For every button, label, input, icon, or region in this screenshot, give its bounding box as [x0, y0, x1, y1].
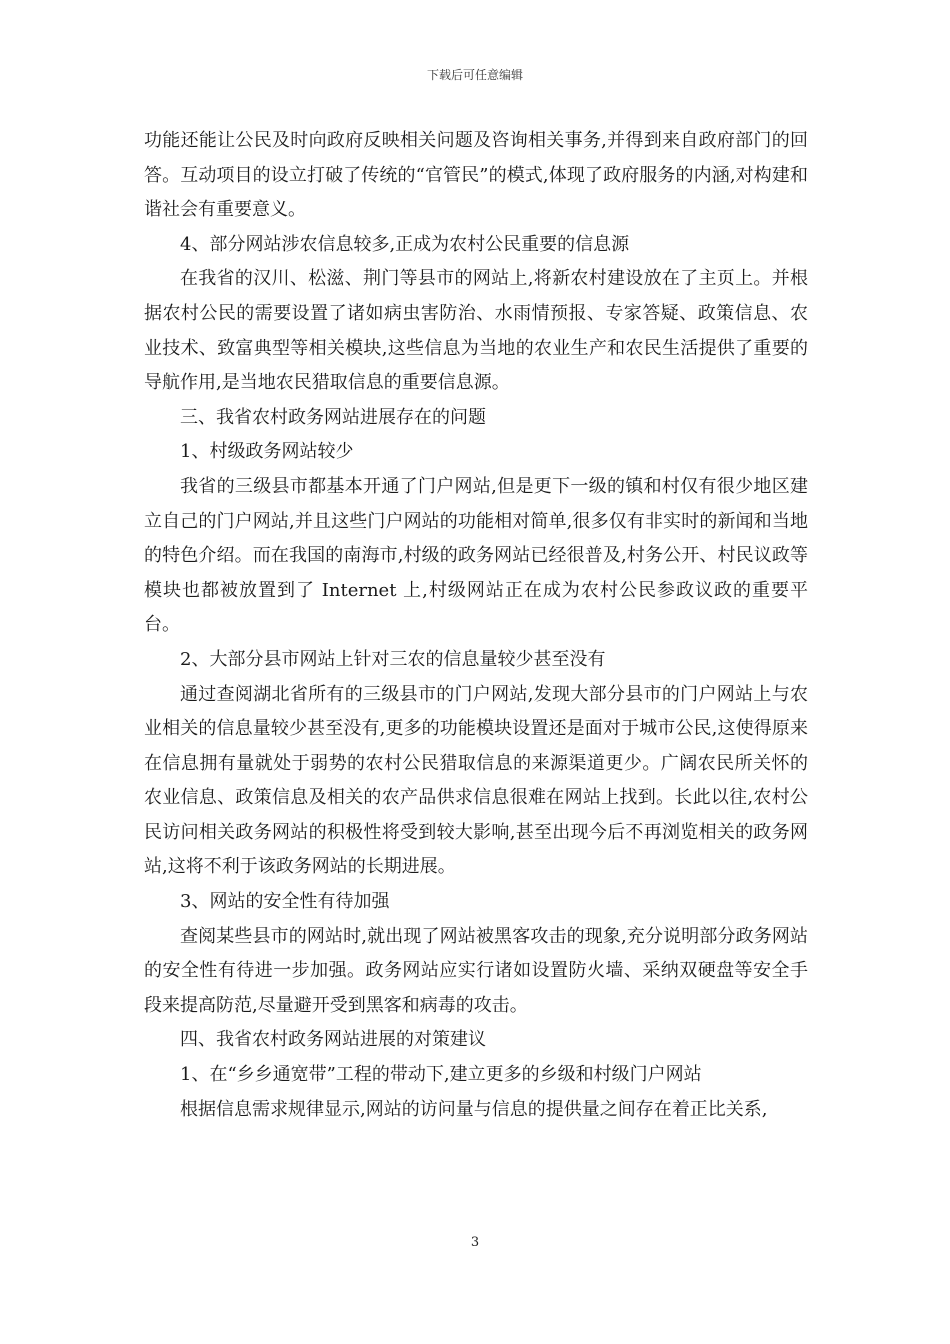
section-heading: 1、村级政务网站较少	[180, 441, 354, 463]
section-heading: 2、大部分县市网站上针对三农的信息量较少甚至没有	[180, 648, 606, 670]
page-header-note: 下载后可任意编辑	[426, 68, 523, 82]
section-heading: 三、我省农村政务网站进展存在的问题	[180, 406, 486, 428]
paragraph: 通过查阅湖北省所有的三级县市的门户网站,发现大部分县市的门户网站上与农业相关的信息量较少甚至没有,更多的功能模块设置还是面对于城市公民,这使得原来在信息拥有量就处于弱势的农村公民猎取信息的来源渠道更少。广阔农民所关怀的农业信息、政策信息及相关的农产品供求信息很难在网站上找到。长此以往,农村公民访问相关政务网站的积极性将受到较大影响,甚至出现今后不再浏览相关的政务网站,这将不利于该政务网站的长期进展。	[144, 683, 808, 878]
paragraph: 查阅某些县市的网站时,就出现了网站被黑客攻击的现象,充分说明部分政务网站的安全性有待进一步加强。政务网站应实行诸如设置防火墙、采纳双硬盘等安全手段来提高防范,尽量避开受到黑客和病毒的攻击。	[144, 925, 808, 1016]
paragraph: 根据信息需求规律显示,网站的访问量与信息的提供量之间存在着正比关系,	[180, 1098, 768, 1120]
section-heading: 1、在“乡乡通宽带”工程的带动下,建立更多的乡级和村级门户网站	[180, 1064, 702, 1086]
paragraph: 功能还能让公民及时向政府反映相关问题及咨询相关事务,并得到来自政府部门的回答。互动项目的设立打破了传统的“官管民”的模式,体现了政府服务的内涵,对构建和谐社会有重要意义。	[144, 130, 808, 221]
paragraph: 我省的三级县市都基本开通了门户网站,但是更下一级的镇和村仅有很少地区建立自己的门户网站,并且这些门户网站的功能相对简单,很多仅有非实时的新闻和当地的特色介绍。而在我国的南海市,村级的政务网站已经很普及,村务公开、村民议政等模块也都被放置到了 Internet 上,村级网站正在成为农村公民参政议政的重要平台。	[144, 475, 808, 636]
paragraph: 在我省的汉川、松滋、荆门等县市的网站上,将新农村建设放在了主页上。并根据农村公民的需要设置了诸如病虫害防治、水雨情预报、专家答疑、政策信息、农业技术、致富典型等相关模块,这些信息为当地的农业生产和农民生活提供了重要的导航作用,是当地农民猎取信息的重要信息源。	[144, 268, 808, 394]
document-body	[144, 124, 808, 1127]
page-number: 3	[470, 1235, 480, 1250]
section-heading: 4、部分网站涉农信息较多,正成为农村公民重要的信息源	[180, 233, 630, 255]
section-heading: 四、我省农村政务网站进展的对策建议	[180, 1029, 486, 1051]
section-heading: 3、网站的安全性有待加强	[180, 891, 390, 913]
